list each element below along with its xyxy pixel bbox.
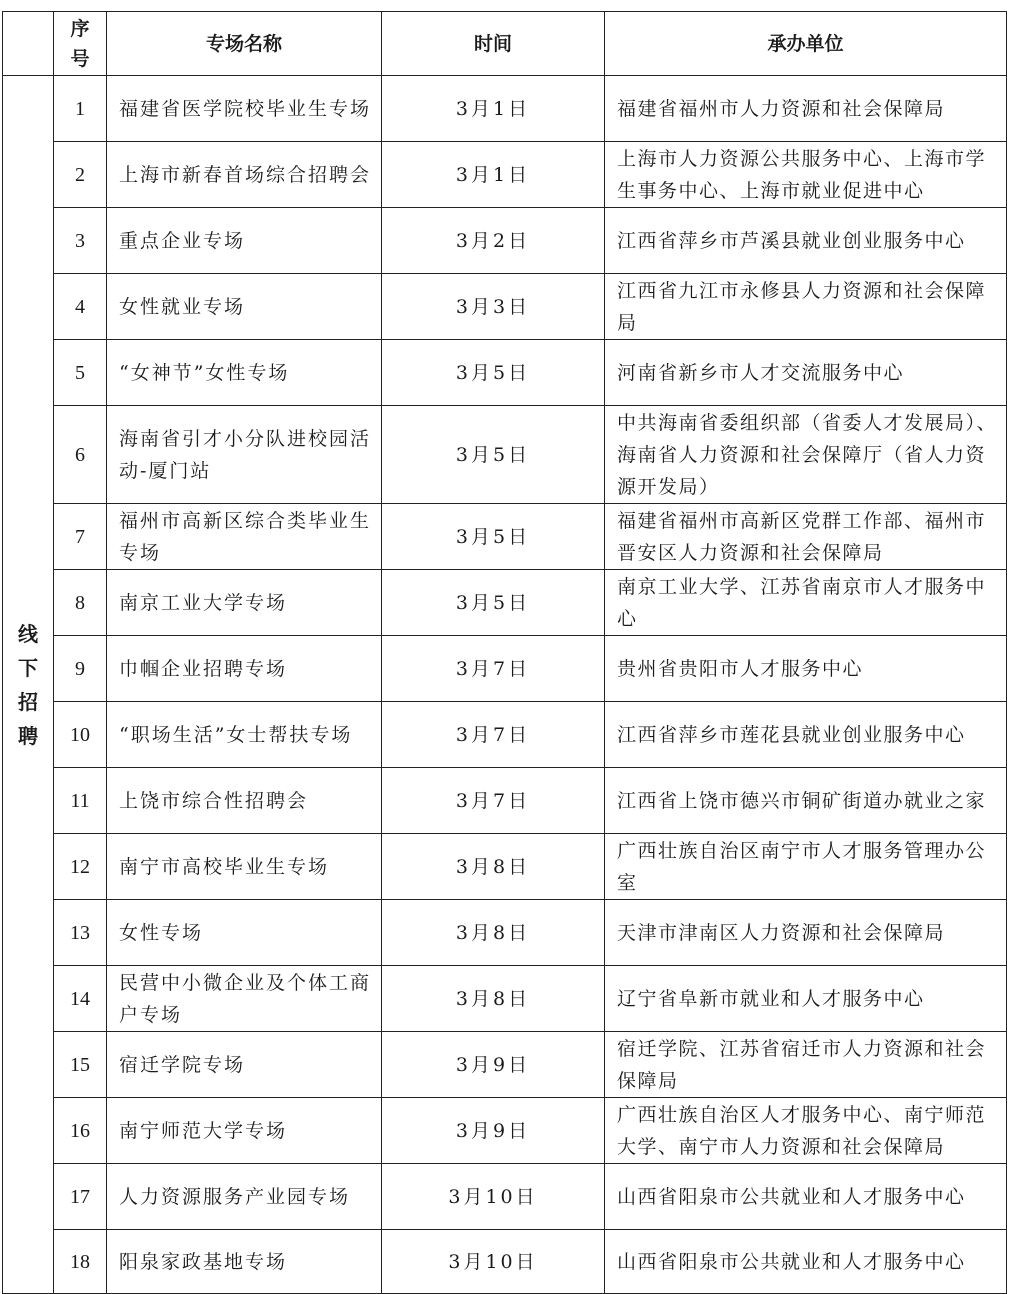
row-date: 3月5日 [382, 406, 605, 504]
row-org: 贵州省贵阳市人才服务中心 [605, 636, 1007, 702]
row-name: 海南省引才小分队进校园活动-厦门站 [107, 406, 382, 504]
row-date: 3月7日 [382, 702, 605, 768]
table-row [3, 340, 1007, 406]
table-row [3, 406, 1007, 504]
table-row [3, 504, 1007, 570]
header-seq: 序号 [54, 12, 107, 76]
row-seq: 2 [54, 142, 107, 208]
table-row [3, 834, 1007, 900]
row-seq: 12 [54, 834, 107, 900]
row-org: 江西省九江市永修县人力资源和社会保障局 [605, 274, 1007, 340]
category-label: 线下招聘 [18, 621, 38, 748]
row-seq: 9 [54, 636, 107, 702]
row-date: 3月1日 [382, 142, 605, 208]
row-name: “女神节”女性专场 [107, 340, 382, 406]
category-cell [3, 76, 54, 1294]
row-seq: 11 [54, 768, 107, 834]
table-row [3, 76, 1007, 142]
row-seq: 18 [54, 1230, 107, 1294]
row-org: 江西省萍乡市莲花县就业创业服务中心 [605, 702, 1007, 768]
header-date: 时间 [382, 12, 605, 76]
row-date: 3月7日 [382, 636, 605, 702]
row-date: 3月5日 [382, 570, 605, 636]
row-date: 3月10日 [382, 1230, 605, 1294]
row-org: 山西省阳泉市公共就业和人才服务中心 [605, 1230, 1007, 1294]
row-org: 江西省上饶市德兴市铜矿街道办就业之家 [605, 768, 1007, 834]
row-name: 宿迁学院专场 [107, 1032, 382, 1098]
row-org: 福建省福州市高新区党群工作部、福州市晋安区人力资源和社会保障局 [605, 504, 1007, 570]
row-org: 江西省萍乡市芦溪县就业创业服务中心 [605, 208, 1007, 274]
row-seq: 6 [54, 406, 107, 504]
row-org: 南京工业大学、江苏省南京市人才服务中心 [605, 570, 1007, 636]
row-date: 3月8日 [382, 834, 605, 900]
row-date: 3月5日 [382, 340, 605, 406]
table-row [3, 570, 1007, 636]
table-row [3, 900, 1007, 966]
table-row [3, 702, 1007, 768]
recruitment-table [2, 11, 1007, 1294]
table-row [3, 1230, 1007, 1294]
table-row [3, 142, 1007, 208]
table-row [3, 966, 1007, 1032]
row-org: 河南省新乡市人才交流服务中心 [605, 340, 1007, 406]
row-name: 民营中小微企业及个体工商户专场 [107, 966, 382, 1032]
row-date: 3月3日 [382, 274, 605, 340]
row-org: 上海市人力资源公共服务中心、上海市学生事务中心、上海市就业促进中心 [605, 142, 1007, 208]
row-seq: 4 [54, 274, 107, 340]
row-name: 巾帼企业招聘专场 [107, 636, 382, 702]
table-row [3, 1098, 1007, 1164]
table-row [3, 1032, 1007, 1098]
row-name: 阳泉家政基地专场 [107, 1230, 382, 1294]
row-date: 3月5日 [382, 504, 605, 570]
row-seq: 10 [54, 702, 107, 768]
table-row [3, 768, 1007, 834]
row-name: 女性专场 [107, 900, 382, 966]
row-org: 山西省阳泉市公共就业和人才服务中心 [605, 1164, 1007, 1230]
row-org: 广西壮族自治区南宁市人才服务管理办公室 [605, 834, 1007, 900]
row-name: 福建省医学院校毕业生专场 [107, 76, 382, 142]
header-category [3, 12, 54, 76]
row-date: 3月2日 [382, 208, 605, 274]
row-seq: 14 [54, 966, 107, 1032]
row-name: 人力资源服务产业园专场 [107, 1164, 382, 1230]
row-date: 3月9日 [382, 1098, 605, 1164]
row-date: 3月10日 [382, 1164, 605, 1230]
table-row [3, 274, 1007, 340]
row-name: 女性就业专场 [107, 274, 382, 340]
row-name: 南宁师范大学专场 [107, 1098, 382, 1164]
table-row [3, 636, 1007, 702]
row-name: “职场生活”女士帮扶专场 [107, 702, 382, 768]
table-row [3, 208, 1007, 274]
row-date: 3月8日 [382, 900, 605, 966]
table-row [3, 1164, 1007, 1230]
row-name: 重点企业专场 [107, 208, 382, 274]
row-seq: 16 [54, 1098, 107, 1164]
header-name: 专场名称 [107, 12, 382, 76]
header-org: 承办单位 [605, 12, 1007, 76]
row-seq: 17 [54, 1164, 107, 1230]
row-date: 3月7日 [382, 768, 605, 834]
row-seq: 15 [54, 1032, 107, 1098]
row-seq: 13 [54, 900, 107, 966]
row-org: 辽宁省阜新市就业和人才服务中心 [605, 966, 1007, 1032]
row-name: 南京工业大学专场 [107, 570, 382, 636]
row-seq: 8 [54, 570, 107, 636]
row-seq: 3 [54, 208, 107, 274]
row-org: 宿迁学院、江苏省宿迁市人力资源和社会保障局 [605, 1032, 1007, 1098]
row-seq: 5 [54, 340, 107, 406]
row-date: 3月1日 [382, 76, 605, 142]
table-header-row [3, 12, 1007, 76]
row-name: 福州市高新区综合类毕业生专场 [107, 504, 382, 570]
row-org: 天津市津南区人力资源和社会保障局 [605, 900, 1007, 966]
row-seq: 7 [54, 504, 107, 570]
row-name: 上饶市综合性招聘会 [107, 768, 382, 834]
row-org: 福建省福州市人力资源和社会保障局 [605, 76, 1007, 142]
row-name: 南宁市高校毕业生专场 [107, 834, 382, 900]
row-date: 3月8日 [382, 966, 605, 1032]
row-date: 3月9日 [382, 1032, 605, 1098]
row-seq: 1 [54, 76, 107, 142]
row-name: 上海市新春首场综合招聘会 [107, 142, 382, 208]
row-org: 广西壮族自治区人才服务中心、南宁师范大学、南宁市人力资源和社会保障局 [605, 1098, 1007, 1164]
row-org: 中共海南省委组织部（省委人才发展局）、海南省人力资源和社会保障厅（省人力资源开发局） [605, 406, 1007, 504]
